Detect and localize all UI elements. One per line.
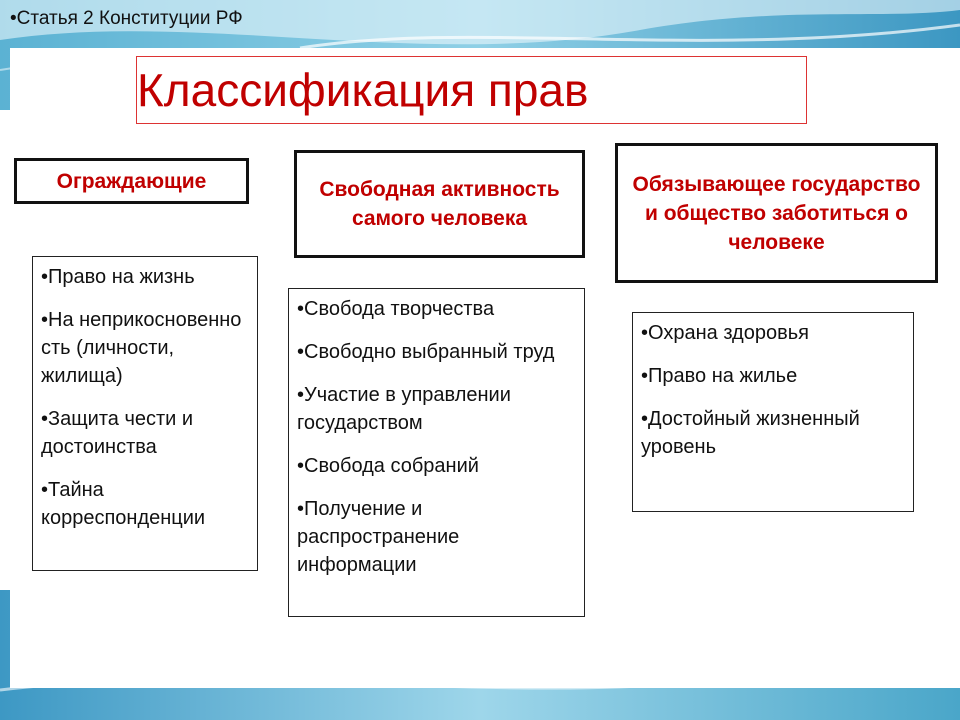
- list-item: • Свобода собраний: [297, 452, 578, 480]
- list-item: • Свобода творчества: [297, 295, 578, 323]
- list-item: • Свободно выбранный труд: [297, 338, 578, 366]
- title-box: [136, 56, 807, 124]
- list-item: • Достойный жизненный уровень: [641, 405, 907, 461]
- rights-list-free-activity: [288, 288, 585, 617]
- list-item: • Участие в управлении государством: [297, 381, 578, 437]
- category-header-label: Свободная активность самого человека: [319, 178, 560, 230]
- list-item: • Право на жизнь: [41, 263, 251, 291]
- list-item: • Тайна корреспонденции: [41, 476, 251, 532]
- rights-list-obligating: [632, 312, 914, 512]
- category-header-protective: [14, 158, 249, 204]
- list-item: • Охрана здоровья: [641, 319, 907, 347]
- category-header-free-activity: [294, 150, 585, 258]
- list-item: • Право на жилье: [641, 362, 907, 390]
- category-header-label: Обязывающее государство и общество заботиться о человеке: [632, 172, 921, 254]
- category-header-obligating: [615, 143, 938, 283]
- page-title: Классификация прав: [137, 64, 589, 116]
- category-header-label: Ограждающие: [56, 169, 207, 193]
- list-item: • На неприкосновенно сть (личности, жилища): [41, 306, 251, 390]
- list-item: • Защита чести и достоинства: [41, 405, 251, 461]
- subtitle-text: •Статья 2 Конституции РФ: [10, 8, 243, 29]
- rights-list-protective: [32, 256, 258, 571]
- list-item: • Получение и распространение информации: [297, 495, 578, 579]
